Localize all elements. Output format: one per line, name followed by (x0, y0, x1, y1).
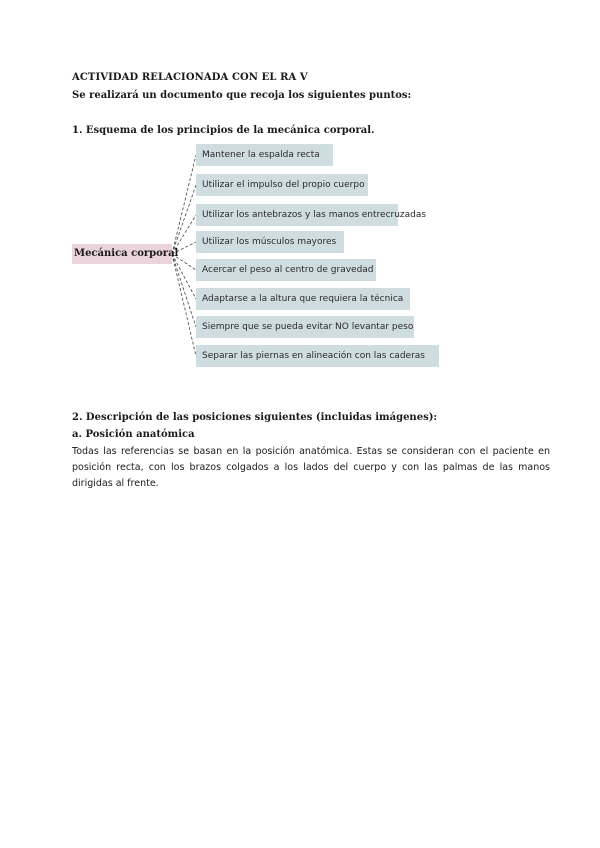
body-mechanics-diagram (0, 0, 600, 400)
branch-5: Acercar el peso al centro de gravedad (196, 259, 376, 281)
branch-2: Utilizar el impulso del propio cuerpo (196, 174, 368, 196)
connector-6 (172, 254, 196, 299)
branch-4: Utilizar los músculos mayores (196, 231, 344, 253)
branch-6: Adaptarse a la altura que requiera la técnica (196, 288, 410, 310)
anatomical-position-paragraph: Todas las referencias se basan en la posición anatómica. Estas se consideran con el paciente en posición recta, con los brazos colgados a los lados del cuerpo y con las palmas de las manos dirigidas al frente. (72, 446, 550, 489)
connector-1 (172, 155, 196, 254)
branch-7: Siempre que se pueda evitar NO levantar peso (196, 316, 414, 338)
diagram-root: Mecánica corporal (72, 244, 172, 264)
connector-8 (172, 254, 196, 356)
branch-1: Mantener la espalda recta (196, 144, 333, 166)
section2-title: 2. Descripción de las posiciones siguientes (incluidas imágenes): (72, 412, 438, 423)
connector-7 (172, 254, 196, 327)
activity-title: ACTIVIDAD RELACIONADA CON EL RA V (72, 72, 308, 83)
diagram-connectors (0, 0, 600, 400)
intro-line: Se realizará un documento que recoja los siguientes puntos: (72, 90, 412, 101)
section1-title: 1. Esquema de los principios de la mecánica corporal. (72, 125, 375, 136)
branch-8: Separar las piernas en alineación con las caderas (196, 345, 439, 367)
branch-3: Utilizar los antebrazos y las manos entrecruzadas (196, 204, 398, 226)
subsection-a-title: a. Posición anatómica (72, 429, 195, 440)
